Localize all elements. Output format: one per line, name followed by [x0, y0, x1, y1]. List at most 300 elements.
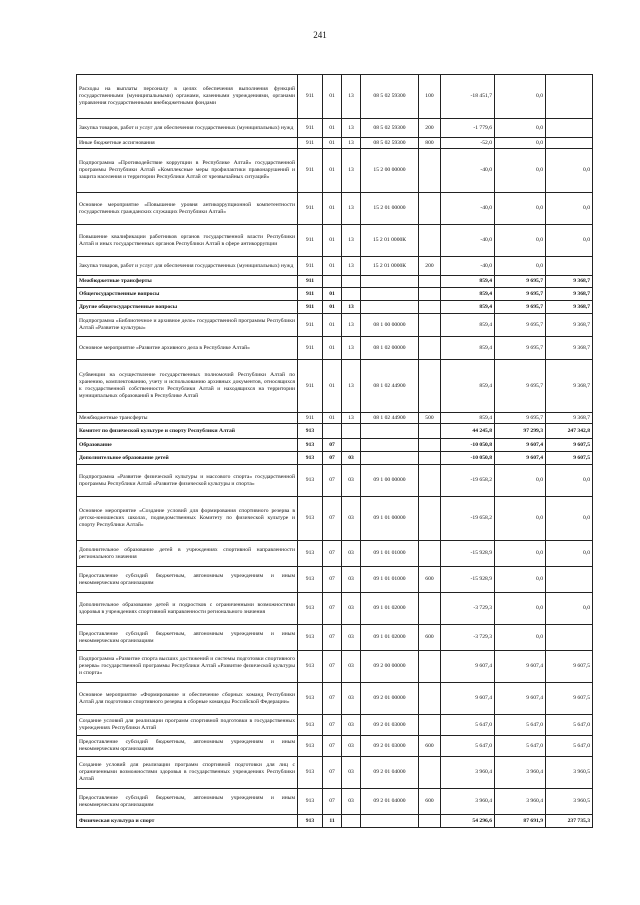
table-row [77, 288, 593, 301]
target-article: 15 2 01 0000К [361, 225, 419, 257]
target-article: 08 1 00 00000 [361, 314, 419, 337]
section-code: 07 [323, 651, 342, 683]
subsection-code: 03 [342, 465, 361, 497]
section-code [323, 424, 342, 439]
section-code: 07 [323, 736, 342, 757]
amount-3: 9 368,7 [546, 301, 593, 314]
table-row [77, 276, 593, 288]
section-code: 07 [323, 683, 342, 715]
expense-type [419, 225, 441, 257]
table-row [77, 625, 593, 651]
expense-type: 600 [419, 625, 441, 651]
amount-3: 9 368,7 [546, 413, 593, 424]
amount-2: 3 960,4 [495, 757, 546, 789]
amount-2: 9 695,7 [495, 360, 546, 413]
amount-1: 54 296,6 [441, 815, 495, 828]
subsection-code: 13 [342, 257, 361, 276]
target-article [361, 276, 419, 288]
amount-2: 3 960,4 [495, 789, 546, 815]
admin-code: 913 [298, 452, 323, 465]
section-code: 07 [323, 715, 342, 736]
amount-2: 0,0 [495, 225, 546, 257]
section-code: 01 [323, 119, 342, 138]
amount-1: 5 647,0 [441, 715, 495, 736]
amount-2: 0,0 [495, 257, 546, 276]
amount-3 [546, 567, 593, 593]
amount-3: 9 607,5 [546, 452, 593, 465]
subsection-code: 03 [342, 651, 361, 683]
amount-2: 9 695,7 [495, 301, 546, 314]
admin-code: 913 [298, 757, 323, 789]
table-row [77, 736, 593, 757]
table-row [77, 567, 593, 593]
table-row [77, 360, 593, 413]
target-article [361, 452, 419, 465]
table-row [77, 257, 593, 276]
amount-1: 859,4 [441, 314, 495, 337]
target-article [361, 288, 419, 301]
table-row [77, 301, 593, 314]
admin-code: 913 [298, 683, 323, 715]
subsection-code: 03 [342, 567, 361, 593]
section-code: 01 [323, 301, 342, 314]
target-article [361, 439, 419, 452]
target-article: 09 2 01 03000 [361, 715, 419, 736]
amount-2: 5 647,0 [495, 715, 546, 736]
amount-2: 0,0 [495, 465, 546, 497]
row-name: Подпрограмма «Библиотечное и архивное дело» государственной программы Республики Алтай «Развитие культуры» [77, 314, 298, 337]
amount-1: -52,0 [441, 138, 495, 149]
amount-3: 5 647,0 [546, 736, 593, 757]
amount-3: 9 607,5 [546, 683, 593, 715]
amount-2: 0,0 [495, 567, 546, 593]
target-article [361, 424, 419, 439]
subsection-code: 13 [342, 149, 361, 193]
expense-type [419, 593, 441, 625]
subsection-code: 13 [342, 193, 361, 225]
target-article: 15 2 01 0000К [361, 257, 419, 276]
section-code: 07 [323, 439, 342, 452]
row-name: Повышение квалификации работников органов государственной власти Республики Алтай и иных государственных органов Республики Алтай в сфере антикоррупции [77, 225, 298, 257]
table-row [77, 541, 593, 567]
row-name: Дополнительное образование детей [77, 452, 298, 465]
row-name: Физическая культура и спорт [77, 815, 298, 828]
target-article: 08 1 02 00000 [361, 337, 419, 360]
amount-3 [546, 138, 593, 149]
amount-1: -3 729,3 [441, 625, 495, 651]
target-article: 09 2 01 04000 [361, 757, 419, 789]
admin-code: 913 [298, 465, 323, 497]
table-row [77, 413, 593, 424]
amount-3: 9 368,7 [546, 314, 593, 337]
expense-type [419, 424, 441, 439]
target-article [361, 815, 419, 828]
table-row [77, 314, 593, 337]
section-code: 01 [323, 288, 342, 301]
expense-type [419, 757, 441, 789]
row-name: Предоставление субсидий бюджетным, автономным учреждениям и иным некоммерческим организациям [77, 625, 298, 651]
amount-3: 5 647,0 [546, 715, 593, 736]
amount-1: 859,4 [441, 276, 495, 288]
amount-1: 44 245,8 [441, 424, 495, 439]
table-row [77, 75, 593, 119]
subsection-code: 13 [342, 75, 361, 119]
row-name: Другие общегосударственные вопросы [77, 301, 298, 314]
target-article: 09 1 01 01000 [361, 567, 419, 593]
amount-2: 97 299,3 [495, 424, 546, 439]
admin-code: 911 [298, 288, 323, 301]
table-row [77, 193, 593, 225]
amount-3: 0,0 [546, 225, 593, 257]
section-code: 07 [323, 757, 342, 789]
subsection-code [342, 439, 361, 452]
section-code: 01 [323, 75, 342, 119]
amount-3 [546, 119, 593, 138]
amount-3 [546, 257, 593, 276]
amount-3: 0,0 [546, 541, 593, 567]
amount-3: 0,0 [546, 497, 593, 541]
amount-2: 0,0 [495, 75, 546, 119]
amount-1: -15 928,9 [441, 567, 495, 593]
admin-code: 913 [298, 815, 323, 828]
amount-1: 3 960,4 [441, 789, 495, 815]
table-row [77, 424, 593, 439]
admin-code: 913 [298, 439, 323, 452]
target-article: 08 5 02 59300 [361, 119, 419, 138]
subsection-code: 13 [342, 314, 361, 337]
row-name: Субвенции на осуществление государственных полномочий Республики Алтай по хранению, комплектованию, учету и использованию архивных документов, относящихся к государственной собственности Республики Алтай и находящихся на территории муниципальных образований в Республике Алтай [77, 360, 298, 413]
subsection-code: 13 [342, 119, 361, 138]
expense-type: 600 [419, 567, 441, 593]
row-name: Основное мероприятие «Создание условий для формирования спортивного резерва в детско-юношеских школах, подведомственных Комитету по физической культуре и спорту Республики Алтай» [77, 497, 298, 541]
amount-1: -15 928,9 [441, 541, 495, 567]
table-row [77, 815, 593, 828]
admin-code: 911 [298, 149, 323, 193]
row-name: Основное мероприятие «Развитие архивного дела в Республике Алтай» [77, 337, 298, 360]
amount-2: 9 695,7 [495, 314, 546, 337]
amount-3: 237 735,3 [546, 815, 593, 828]
subsection-code: 13 [342, 360, 361, 413]
row-name: Создание условий для реализации программ спортивной подготовки в государственных учреждениях Республики Алтай [77, 715, 298, 736]
expense-type: 200 [419, 257, 441, 276]
amount-2: 9 695,7 [495, 413, 546, 424]
admin-code: 911 [298, 193, 323, 225]
amount-1: 859,4 [441, 288, 495, 301]
amount-1: -10 050,8 [441, 452, 495, 465]
target-article: 15 2 01 00000 [361, 193, 419, 225]
amount-3: 9 368,7 [546, 337, 593, 360]
admin-code: 913 [298, 567, 323, 593]
target-article: 08 1 02 44900 [361, 413, 419, 424]
table-row [77, 119, 593, 138]
expense-type [419, 541, 441, 567]
amount-1: -1 779,6 [441, 119, 495, 138]
admin-code: 913 [298, 736, 323, 757]
table-row [77, 683, 593, 715]
amount-3: 9 607,5 [546, 439, 593, 452]
section-code: 07 [323, 465, 342, 497]
section-code: 01 [323, 193, 342, 225]
amount-1: 3 960,4 [441, 757, 495, 789]
subsection-code: 03 [342, 683, 361, 715]
subsection-code [342, 424, 361, 439]
expense-type [419, 288, 441, 301]
section-code: 01 [323, 314, 342, 337]
page-number: 241 [313, 30, 327, 40]
amount-2: 0,0 [495, 119, 546, 138]
amount-2: 0,0 [495, 541, 546, 567]
admin-code: 913 [298, 625, 323, 651]
section-code: 07 [323, 541, 342, 567]
admin-code: 911 [298, 314, 323, 337]
table-row [77, 149, 593, 193]
row-name: Подпрограмма «Развитие физической культуры и массового спорта» государственной программы Республики Алтай «Развитие физической культуры и спорта» [77, 465, 298, 497]
expense-type [419, 651, 441, 683]
target-article: 08 1 02 44900 [361, 360, 419, 413]
amount-2: 87 691,9 [495, 815, 546, 828]
expense-type [419, 497, 441, 541]
expense-type [419, 439, 441, 452]
amount-2: 9 607,4 [495, 683, 546, 715]
row-name: Дополнительное образование детей и подростков с ограниченными возможностями здоровья в учреждениях спортивной направленности регионального значения [77, 593, 298, 625]
amount-2: 0,0 [495, 138, 546, 149]
target-article: 09 1 01 02000 [361, 593, 419, 625]
section-code [323, 276, 342, 288]
amount-1: -18 451,7 [441, 75, 495, 119]
expense-type [419, 715, 441, 736]
target-article: 09 1 01 02000 [361, 625, 419, 651]
amount-3: 9 368,7 [546, 360, 593, 413]
row-name: Общегосударственные вопросы [77, 288, 298, 301]
table-row [77, 337, 593, 360]
subsection-code: 03 [342, 715, 361, 736]
row-name: Расходы на выплаты персоналу в целях обеспечения выполнения функций государственными (муниципальными) органами, казенными учреждениями, органами управления государственными внебюджетными фондами [77, 75, 298, 119]
admin-code: 913 [298, 715, 323, 736]
admin-code: 911 [298, 301, 323, 314]
subsection-code: 13 [342, 301, 361, 314]
amount-2: 0,0 [495, 593, 546, 625]
table-body [77, 75, 593, 828]
subsection-code: 03 [342, 625, 361, 651]
target-article: 09 2 00 00000 [361, 651, 419, 683]
target-article: 08 5 02 59300 [361, 138, 419, 149]
section-code: 01 [323, 360, 342, 413]
row-name: Предоставление субсидий бюджетным, автономным учреждениям и иным некоммерческим организациям [77, 567, 298, 593]
amount-1: -3 729,3 [441, 593, 495, 625]
amount-2: 0,0 [495, 149, 546, 193]
section-code: 01 [323, 413, 342, 424]
subsection-code [342, 288, 361, 301]
row-name: Закупка товаров, работ и услуг для обеспечения государственных (муниципальных) нужд [77, 257, 298, 276]
amount-1: -19 658,2 [441, 497, 495, 541]
expense-type: 600 [419, 789, 441, 815]
expense-type [419, 276, 441, 288]
budget-table [76, 74, 593, 828]
subsection-code: 03 [342, 452, 361, 465]
amount-1: -40,0 [441, 193, 495, 225]
target-article [361, 301, 419, 314]
row-name: Основное мероприятие «Формирование и обеспечение сборных команд Республики Алтай для подготовки спортивного резерва в сборные команды Российской Федерации» [77, 683, 298, 715]
amount-3: 9 368,7 [546, 288, 593, 301]
amount-1: -40,0 [441, 225, 495, 257]
subsection-code: 03 [342, 789, 361, 815]
amount-3: 0,0 [546, 149, 593, 193]
subsection-code: 03 [342, 757, 361, 789]
amount-3 [546, 625, 593, 651]
subsection-code: 13 [342, 337, 361, 360]
admin-code: 911 [298, 138, 323, 149]
admin-code: 911 [298, 337, 323, 360]
section-code: 07 [323, 567, 342, 593]
target-article: 09 2 01 00000 [361, 683, 419, 715]
row-name: Закупка товаров, работ и услуг для обеспечения государственных (муниципальных) нужд [77, 119, 298, 138]
target-article: 09 1 00 00000 [361, 465, 419, 497]
target-article: 15 2 00 00000 [361, 149, 419, 193]
admin-code: 911 [298, 276, 323, 288]
expense-type: 600 [419, 736, 441, 757]
amount-3: 0,0 [546, 593, 593, 625]
target-article: 09 1 01 01000 [361, 541, 419, 567]
amount-3: 3 960,5 [546, 757, 593, 789]
amount-3: 247 342,8 [546, 424, 593, 439]
amount-1: 859,4 [441, 301, 495, 314]
section-code: 07 [323, 625, 342, 651]
target-article: 09 2 01 04000 [361, 789, 419, 815]
amount-2: 0,0 [495, 497, 546, 541]
amount-3 [546, 75, 593, 119]
amount-1: 859,4 [441, 337, 495, 360]
amount-3: 9 368,7 [546, 276, 593, 288]
amount-2: 9 695,7 [495, 337, 546, 360]
amount-2: 5 647,0 [495, 736, 546, 757]
subsection-code: 13 [342, 413, 361, 424]
admin-code: 911 [298, 225, 323, 257]
amount-1: 859,4 [441, 413, 495, 424]
row-name: Подпрограмма «Развитие спорта высших достижений и системы подготовки спортивного резерва» государственной программы Республики Алтай «Развитие физической культуры и спорта» [77, 651, 298, 683]
amount-2: 9 695,7 [495, 276, 546, 288]
row-name: Предоставление субсидий бюджетным, автономным учреждениям и иным некоммерческим организациям [77, 736, 298, 757]
amount-2: 0,0 [495, 193, 546, 225]
admin-code: 913 [298, 541, 323, 567]
subsection-code: 13 [342, 138, 361, 149]
row-name: Дополнительное образование детей в учреждениях спортивной направленности регионального значения [77, 541, 298, 567]
table-row [77, 789, 593, 815]
expense-type [419, 683, 441, 715]
row-name: Межбюджетные трансферты [77, 276, 298, 288]
subsection-code: 03 [342, 736, 361, 757]
admin-code: 913 [298, 497, 323, 541]
section-code: 07 [323, 789, 342, 815]
amount-1: 5 647,0 [441, 736, 495, 757]
expense-type [419, 193, 441, 225]
amount-3: 0,0 [546, 193, 593, 225]
admin-code: 913 [298, 789, 323, 815]
admin-code: 911 [298, 119, 323, 138]
amount-2: 0,0 [495, 625, 546, 651]
subsection-code: 03 [342, 541, 361, 567]
amount-3: 0,0 [546, 465, 593, 497]
amount-1: -10 050,8 [441, 439, 495, 452]
expense-type: 100 [419, 75, 441, 119]
admin-code: 911 [298, 75, 323, 119]
admin-code: 911 [298, 257, 323, 276]
amount-1: -40,0 [441, 257, 495, 276]
expense-type: 800 [419, 138, 441, 149]
amount-1: 9 607,4 [441, 651, 495, 683]
section-code: 01 [323, 225, 342, 257]
subsection-code: 13 [342, 225, 361, 257]
row-name: Межбюджетные трансферты [77, 413, 298, 424]
admin-code: 911 [298, 360, 323, 413]
table-row [77, 225, 593, 257]
target-article: 08 5 02 59300 [361, 75, 419, 119]
expense-type [419, 337, 441, 360]
admin-code: 911 [298, 413, 323, 424]
amount-1: -40,0 [441, 149, 495, 193]
table-row [77, 715, 593, 736]
target-article: 09 1 01 00000 [361, 497, 419, 541]
row-name: Создание условий для реализации программ спортивной подготовки для лиц с ограниченными возможностями здоровья в государственных учреждениях Республики Алтай [77, 757, 298, 789]
subsection-code [342, 276, 361, 288]
expense-type: 200 [419, 119, 441, 138]
table-row [77, 465, 593, 497]
expense-type [419, 314, 441, 337]
amount-1: 859,4 [441, 360, 495, 413]
table-row [77, 593, 593, 625]
section-code: 11 [323, 815, 342, 828]
admin-code: 913 [298, 651, 323, 683]
expense-type [419, 452, 441, 465]
section-code: 07 [323, 452, 342, 465]
expense-type [419, 360, 441, 413]
amount-1: 9 607,4 [441, 683, 495, 715]
row-name: Комитет по физической культуре и спорту Республики Алтай [77, 424, 298, 439]
section-code: 07 [323, 497, 342, 541]
amount-2: 9 607,4 [495, 452, 546, 465]
expense-type [419, 815, 441, 828]
table-row [77, 497, 593, 541]
table-row [77, 439, 593, 452]
table-row [77, 757, 593, 789]
admin-code: 913 [298, 593, 323, 625]
amount-2: 9 607,4 [495, 439, 546, 452]
row-name: Образование [77, 439, 298, 452]
section-code: 01 [323, 138, 342, 149]
row-name: Предоставление субсидий бюджетным, автономным учреждениям и иным некоммерческим организациям [77, 789, 298, 815]
subsection-code: 03 [342, 593, 361, 625]
amount-2: 9 695,7 [495, 288, 546, 301]
expense-type [419, 465, 441, 497]
admin-code: 913 [298, 424, 323, 439]
amount-3: 3 960,5 [546, 789, 593, 815]
section-code: 01 [323, 149, 342, 193]
expense-type [419, 301, 441, 314]
row-name: Подпрограмма «Противодействие коррупции в Республике Алтай» государственной программы Республики Алтай «Комплексные меры профилактики правонарушений и защита населения и территории Республики Алтай от чрезвычайных ситуаций» [77, 149, 298, 193]
row-name: Иные бюджетные ассигнования [77, 138, 298, 149]
section-code: 07 [323, 593, 342, 625]
table-row [77, 452, 593, 465]
table-row [77, 651, 593, 683]
subsection-code: 03 [342, 497, 361, 541]
section-code: 01 [323, 257, 342, 276]
amount-3: 9 607,5 [546, 651, 593, 683]
section-code: 01 [323, 337, 342, 360]
table-row [77, 138, 593, 149]
subsection-code [342, 815, 361, 828]
expense-type: 500 [419, 413, 441, 424]
row-name: Основное мероприятие «Повышение уровня антикоррупционной компетентности государственных гражданских служащих Республики Алтай» [77, 193, 298, 225]
amount-1: -19 658,2 [441, 465, 495, 497]
